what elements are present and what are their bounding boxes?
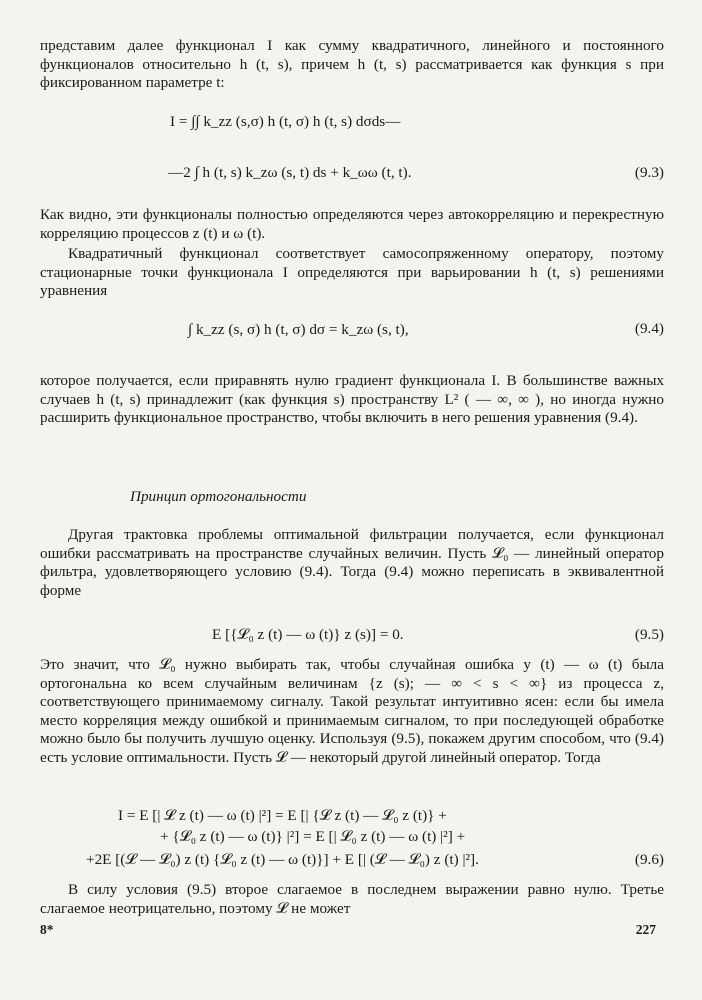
paragraph-orthogonality-intro: Другая трактовка проблемы оптимальной фильтрации получается, если функционал ошибки рассматривать на пространстве случайных величин. Пусть 𝓛₀ — линейный оператор фильтра, удовлетворяющего условию (9.4). Тогда (9.4) можно переписать в эквивалентной форме <box>40 526 664 599</box>
equation-9-6-line-3: +2E [(𝓛 — 𝓛₀) z (t) {𝓛₀ z (t) — ω (t)}] + E [| (𝓛 — 𝓛₀) z (t) |²]. <box>86 851 479 868</box>
equation-9-6-line-2: + {𝓛₀ z (t) — ω (t)} |²] = E [| 𝓛₀ z (t) — ω (t) |²] + <box>160 828 466 845</box>
paragraph-gradient: которое получается, если приравнять нулю градиент функционала I. В большинстве важных случаев h (t, s) принадлежит (как функция s) пространству L² ( — ∞, ∞ ), но иногда нужно расширить функциональное пространство, чтобы включить в него решения уравнения (9.4). <box>40 372 664 427</box>
equation-9-3-line-1: I = ∫∫ k_zz (s,σ) h (t, σ) h (t, s) dσds— <box>170 113 401 130</box>
equation-9-4: ∫ k_zz (s, σ) h (t, σ) dσ = k_zω (s, t), <box>188 321 409 338</box>
equation-number-9-4: (9.4) <box>634 320 664 337</box>
page-number: 227 <box>635 922 656 937</box>
section-heading: Принцип ортогональности <box>130 488 307 505</box>
paragraph-orthogonality-meaning: Это значит, что 𝓛₀ нужно выбирать так, чтобы случайная ошибка y (t) — ω (t) была ортогональна ко всем случайным величинам {z (s); — ∞ < s < ∞} из процесса z, соответствующего принимаемому сигналу. Такой результат интуитивно ясен: если бы имела место корреляция между ошибкой и принимаемым сигналом, то при последующей обработке можно было бы получить лучшую оценку. Используя (9.5), покажем другим способом, что (9.4) есть условие оптимальности. Пусть 𝓛 — некоторый другой линейный оператор. Тогда <box>40 656 664 766</box>
equation-9-6-line-1: I = E [| 𝓛 z (t) — ω (t) |²] = E [| {𝓛 z (t) — 𝓛₀ z (t)} + <box>118 807 447 824</box>
paragraph-intro: представим далее функционал I как сумму квадратичного, линейного и постоянного функционалов относительно h (t, s), причем h (t, s) рассматривается как функция s при фиксированном параметре t: <box>40 37 664 92</box>
signature-mark: 8* <box>40 922 54 937</box>
paragraph-correlation: Как видно, эти функционалы полностью определяются через автокорреляцию и перекрестную корреляцию процессов z (t) и ω (t). <box>40 206 664 242</box>
paragraph-quadratic: Квадратичный функционал соответствует самосопряженному оператору, поэтому стационарные точки функционала I определяются при варьировании h (t, s) решениями уравнения <box>40 245 664 300</box>
equation-number-9-6: (9.6) <box>634 851 664 868</box>
equation-9-5: E [{𝓛₀ z (t) — ω (t)} z (s)] = 0. <box>212 626 404 643</box>
paragraph-conclusion: В силу условия (9.5) второе слагаемое в последнем выражении равно нулю. Третье слагаемое неотрицательно, поэтому 𝓛 не может <box>40 881 664 917</box>
equation-number-9-5: (9.5) <box>634 626 664 643</box>
equation-number-9-3: (9.3) <box>634 164 664 181</box>
equation-9-3-line-2: —2 ∫ h (t, s) k_zω (s, t) ds + k_ωω (t, t). <box>168 164 412 181</box>
